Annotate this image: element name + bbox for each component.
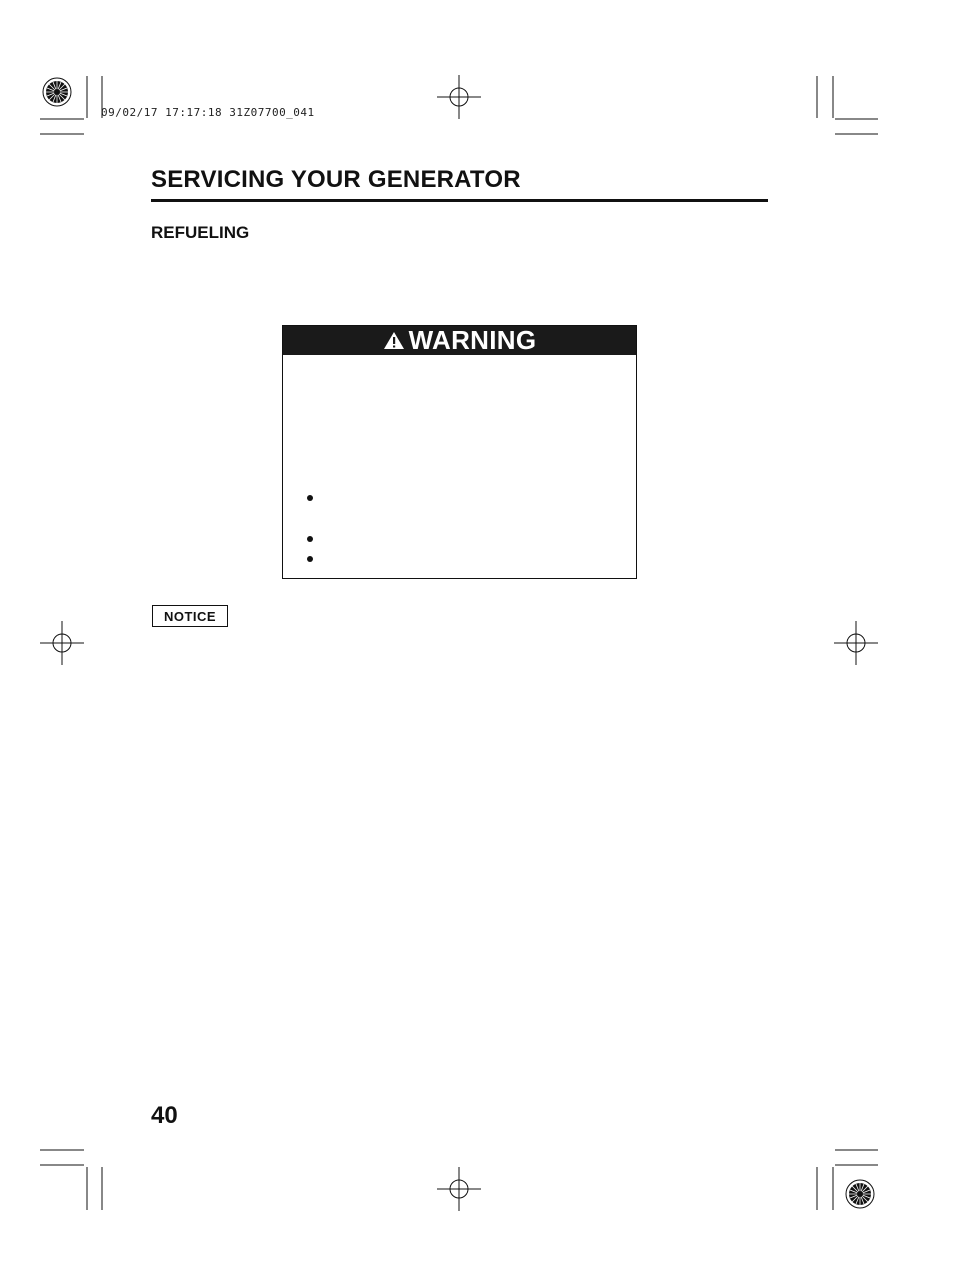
section-heading: REFUELING [151,223,250,242]
warning-triangle-icon [383,331,405,350]
sunburst-mark-top-left [43,78,71,106]
warning-box [282,325,637,579]
print-stamp: 09/02/17 17:17:18 31Z07700_041 [101,106,315,119]
title-underline [151,199,768,202]
warning-header [283,326,636,355]
warning-bullet [307,556,313,562]
page-title: SERVICING YOUR GENERATOR [151,166,521,193]
page-number: 40 [151,1102,178,1129]
notice-label: NOTICE [152,605,228,627]
warning-bullet [307,495,313,501]
warning-bullet [307,536,313,542]
warning-label: WARNING [408,325,537,355]
sunburst-mark-bottom-right [846,1180,874,1208]
